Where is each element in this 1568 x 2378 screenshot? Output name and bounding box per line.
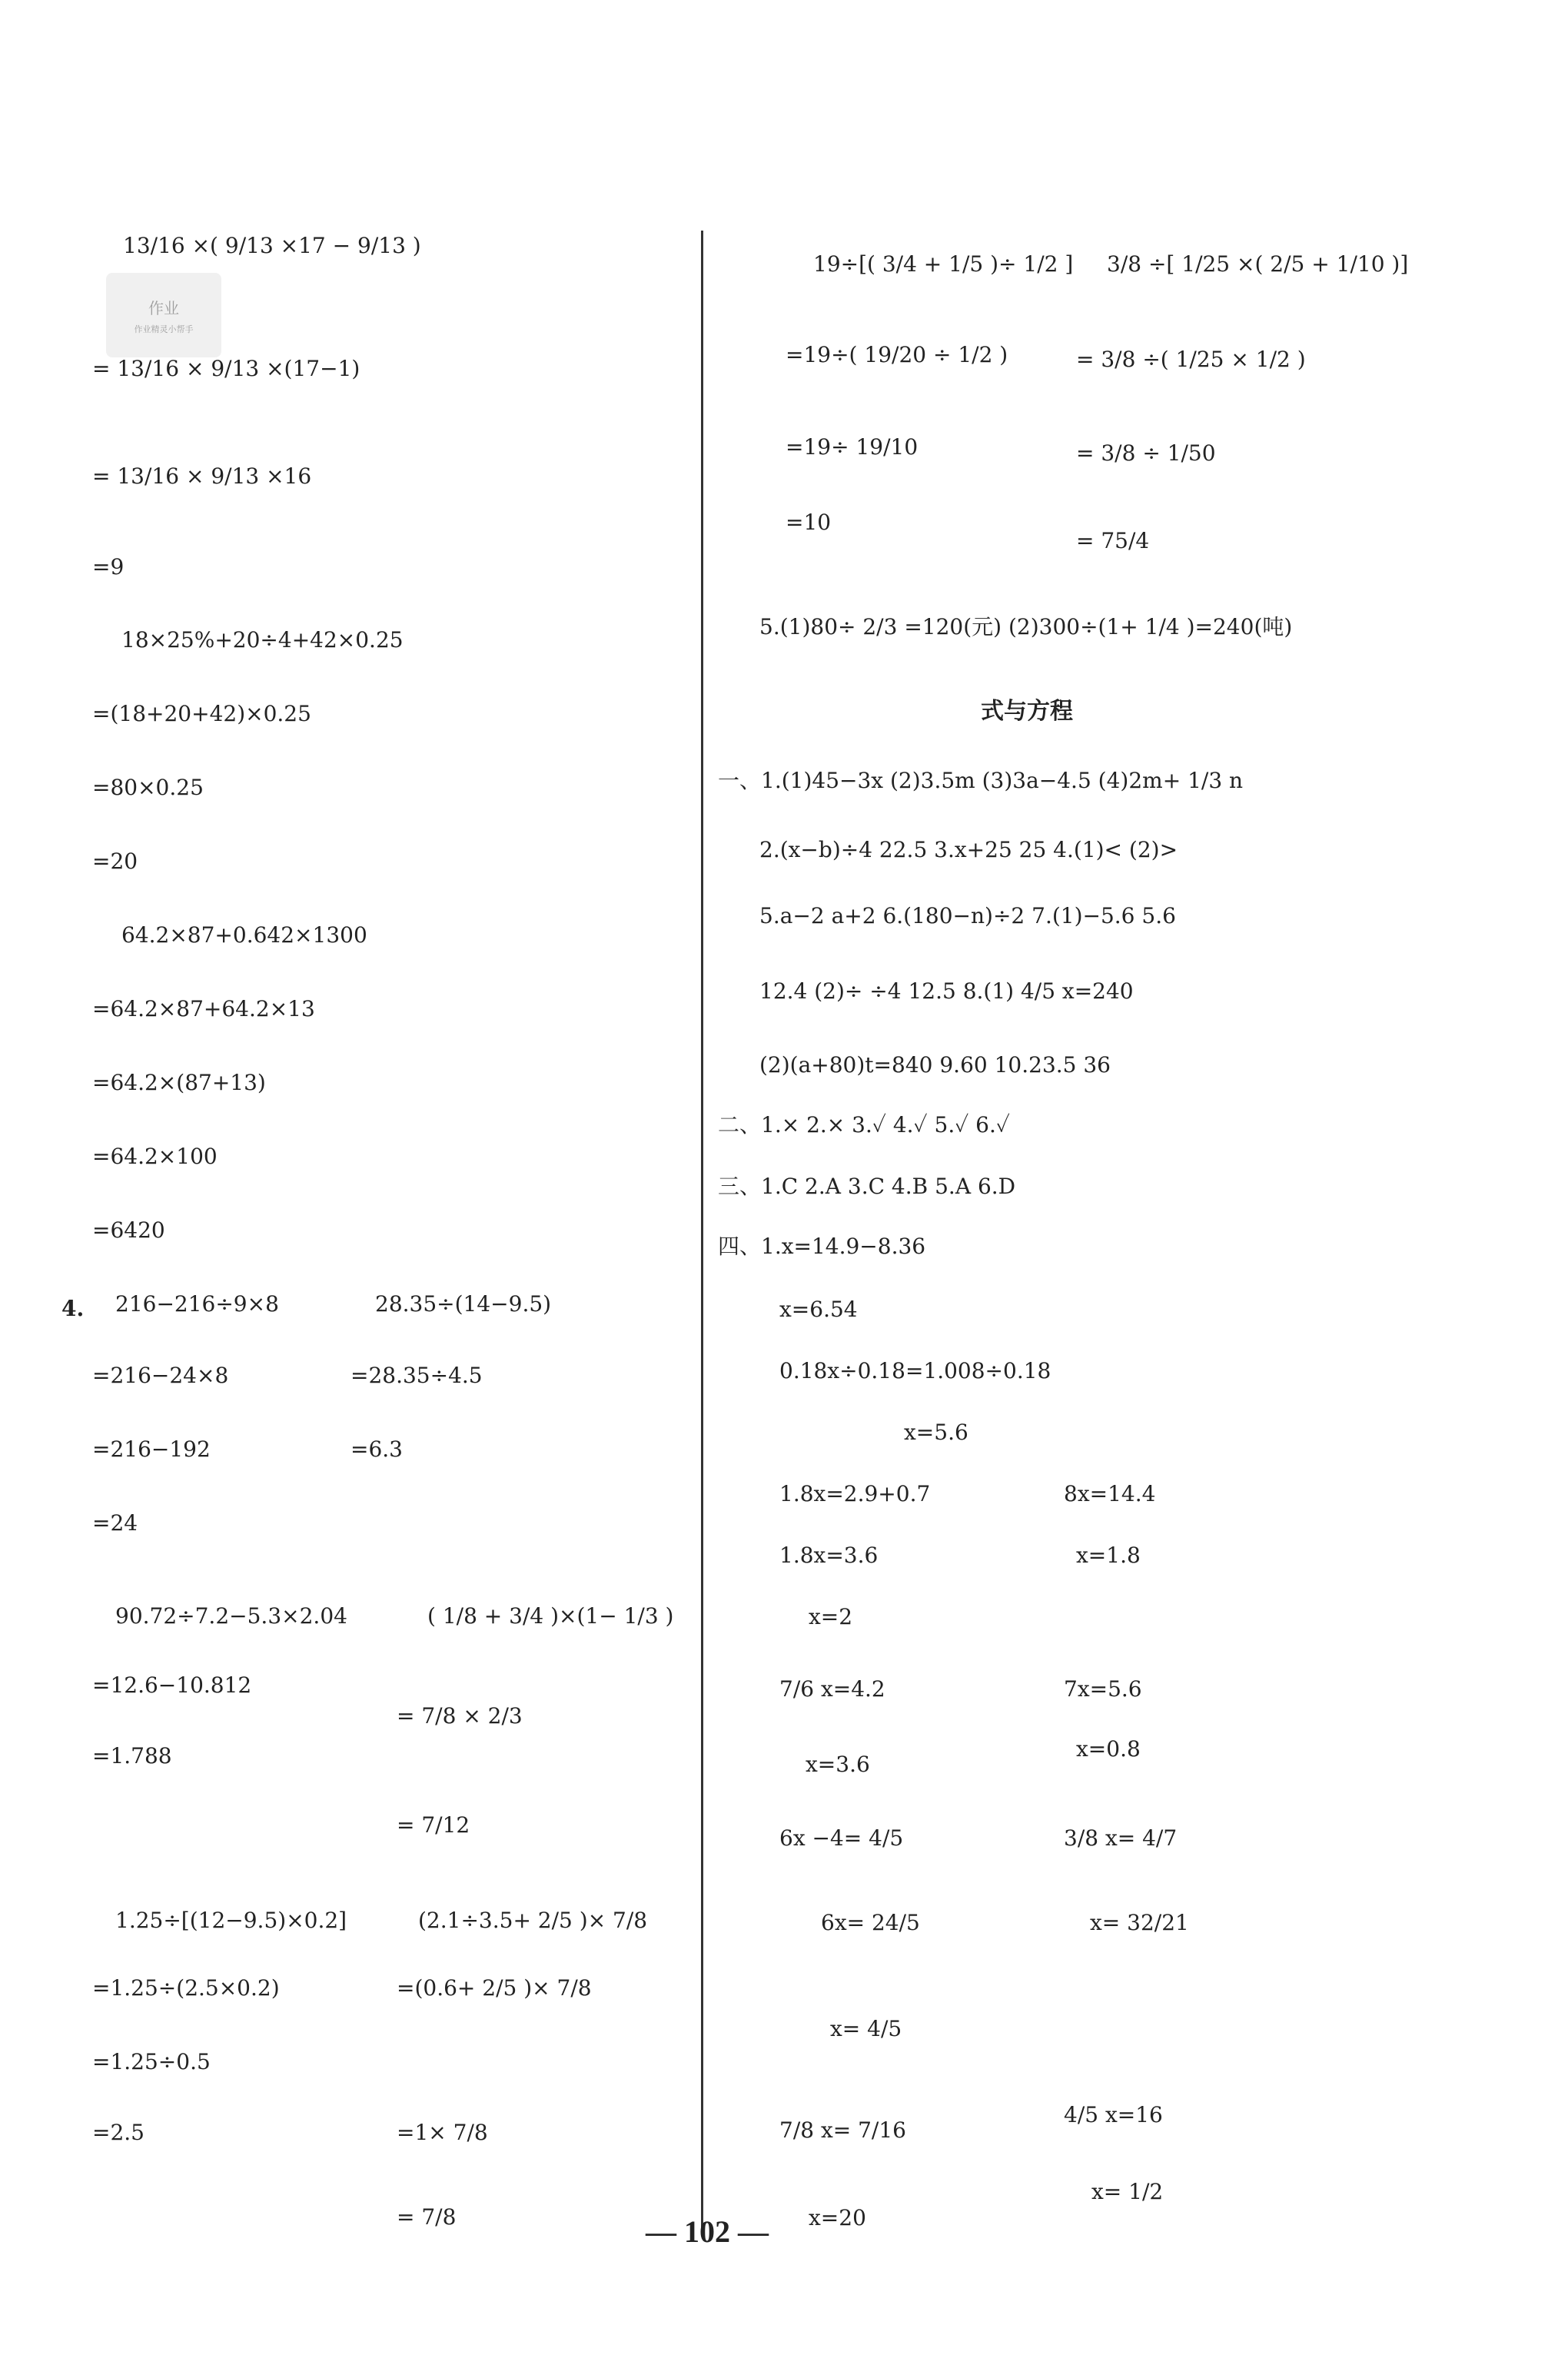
left-line-28: (2.1÷3.5+ 2/5 )× 7/8 [418, 1908, 648, 1933]
left-line-27: 1.25÷[(12−9.5)×0.2] [115, 1908, 347, 1933]
right-line-27: 7x=5.6 [1064, 1676, 1142, 1702]
right-line-29: x=0.8 [1076, 1736, 1141, 1762]
left-line-22: ( 1/8 + 3/4 )×(1− 1/3 ) [427, 1603, 674, 1629]
right-line-7: = 75/4 [1076, 528, 1150, 553]
right-line-30: 6x −4= 4/5 [779, 1825, 904, 1851]
left-line-18: =216−192 [92, 1436, 211, 1462]
left-line-0: 13/16 ×( 9/13 ×17 − 9/13 ) [123, 233, 421, 258]
left-line-9: =64.2×87+64.2×13 [92, 996, 315, 1021]
watermark-stamp [106, 273, 221, 357]
right-line-20: x=5.6 [904, 1420, 968, 1445]
right-line-28: x=3.6 [806, 1752, 870, 1777]
left-line-5: =(18+20+42)×0.25 [92, 701, 311, 726]
left-line-30: =(0.6+ 2/5 )× 7/8 [397, 1975, 592, 2001]
right-line-17: 四、1.x=14.9−8.36 [718, 1234, 926, 1259]
right-line-26: 7/6 x=4.2 [779, 1676, 885, 1702]
left-line-20: =24 [92, 1510, 138, 1536]
left-line-7: =20 [92, 849, 138, 874]
page-number: — 102 — [646, 2214, 769, 2249]
right-line-24: x=1.8 [1076, 1543, 1141, 1568]
left-line-1: = 13/16 × 9/13 ×(17−1) [92, 356, 360, 381]
left-line-19: =6.3 [350, 1436, 403, 1462]
right-line-19: 0.18x÷0.18=1.008÷0.18 [779, 1358, 1051, 1383]
right-line-3: = 3/8 ÷( 1/25 × 1/2 ) [1076, 347, 1306, 372]
right-line-34: x= 4/5 [830, 2016, 902, 2041]
right-line-33: x= 32/21 [1090, 1910, 1189, 1935]
left-line-4: 18×25%+20÷4+42×0.25 [121, 627, 404, 653]
right-line-0: 19÷[( 3/4 + 1/5 )÷ 1/2 ] [813, 251, 1074, 277]
right-line-11: 2.(x−b)÷4 22.5 3.x+25 25 4.(1)< (2)> [759, 837, 1178, 862]
right-line-32: 6x= 24/5 [821, 1910, 920, 1935]
right-line-23: 1.8x=3.6 [779, 1543, 879, 1568]
question-4-number: 4. [61, 1296, 85, 1321]
column-divider [701, 231, 703, 2237]
right-line-5: = 3/8 ÷ 1/50 [1076, 440, 1216, 466]
left-line-12: =6420 [92, 1217, 165, 1243]
right-line-8: 5.(1)80÷ 2/3 =120(元) (2)300÷(1+ 1/4 )=240(吨) [759, 614, 1293, 639]
left-line-3: =9 [92, 554, 125, 580]
right-line-1: 3/8 ÷[ 1/25 ×( 2/5 + 1/10 )] [1107, 251, 1409, 277]
right-line-13: 12.4 (2)÷ ÷4 12.5 8.(1) 4/5 x=240 [759, 978, 1134, 1004]
right-line-15: 二、1.× 2.× 3.✓ 4.✓ 5.✓ 6.✓ [718, 1112, 1010, 1138]
left-line-2: = 13/16 × 9/13 ×16 [92, 463, 312, 489]
left-line-29: =1.25÷(2.5×0.2) [92, 1975, 280, 2001]
right-line-38: x= 1/2 [1091, 2179, 1164, 2204]
section-title-expressions-equations: 式与方程 [981, 698, 1073, 725]
right-line-4: =19÷ 19/10 [786, 434, 919, 460]
right-line-21: 1.8x=2.9+0.7 [779, 1481, 931, 1506]
left-line-10: =64.2×(87+13) [92, 1070, 266, 1095]
right-line-25: x=2 [809, 1604, 853, 1629]
watermark-line1: 作业 [148, 298, 179, 317]
right-line-22: 8x=14.4 [1064, 1481, 1156, 1506]
right-line-14: (2)(a+80)t=840 9.60 10.23.5 36 [759, 1052, 1111, 1078]
right-line-18: x=6.54 [779, 1297, 858, 1322]
left-line-23: =12.6−10.812 [92, 1672, 252, 1698]
right-line-37: x=20 [809, 2205, 866, 2230]
right-line-12: 5.a−2 a+2 6.(180−n)÷2 7.(1)−5.6 5.6 [759, 903, 1176, 928]
left-line-11: =64.2×100 [92, 1144, 218, 1169]
left-line-8: 64.2×87+0.642×1300 [121, 922, 367, 948]
right-line-31: 3/8 x= 4/7 [1064, 1825, 1178, 1851]
right-line-36: 4/5 x=16 [1064, 2102, 1163, 2127]
right-line-6: =10 [786, 510, 832, 535]
left-line-24: = 7/8 × 2/3 [397, 1703, 523, 1729]
left-line-17: =28.35÷4.5 [350, 1363, 483, 1388]
right-line-10: 一、1.(1)45−3x (2)3.5m (3)3a−4.5 (4)2m+ 1/3 n [718, 768, 1244, 793]
left-line-34: = 7/8 [397, 2204, 457, 2230]
watermark-line2: 作业精灵小帮手 [134, 324, 194, 334]
right-line-2: =19÷( 19/20 ÷ 1/2 ) [786, 342, 1008, 367]
left-line-26: = 7/12 [397, 1812, 470, 1838]
left-line-6: =80×0.25 [92, 775, 204, 800]
left-line-32: =2.5 [92, 2120, 145, 2145]
left-line-14: 216−216÷9×8 [115, 1291, 279, 1317]
left-line-31: =1.25÷0.5 [92, 2049, 211, 2074]
left-line-21: 90.72÷7.2−5.3×2.04 [115, 1603, 347, 1629]
left-line-16: =216−24×8 [92, 1363, 229, 1388]
left-line-33: =1× 7/8 [397, 2120, 488, 2145]
left-line-25: =1.788 [92, 1743, 172, 1769]
left-line-15: 28.35÷(14−9.5) [375, 1291, 552, 1317]
right-line-16: 三、1.C 2.A 3.C 4.B 5.A 6.D [718, 1174, 1016, 1199]
right-line-35: 7/8 x= 7/16 [779, 2117, 906, 2143]
